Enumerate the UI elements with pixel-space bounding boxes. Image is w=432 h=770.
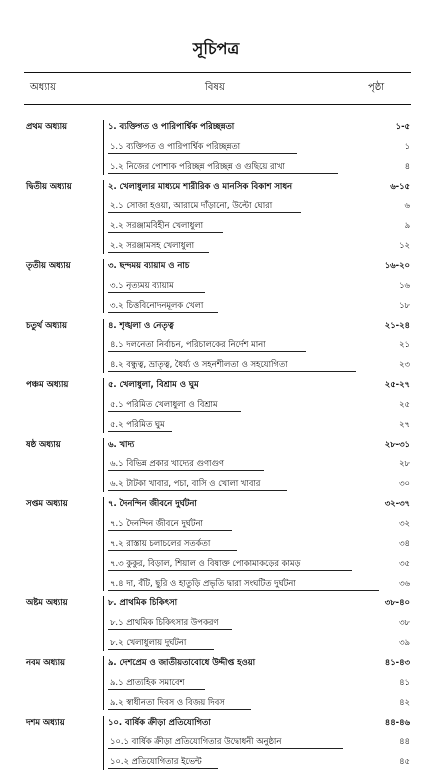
section-title: ১০.২ প্রতিযোগিতার ইভেন্ট (110, 752, 202, 770)
subject-column-header: বিষয় (205, 80, 225, 97)
page-number: ১৮ (350, 296, 410, 314)
section-underline (108, 689, 205, 690)
page-number: ১৬-২০ (350, 256, 410, 274)
toc-chapter-row (0, 593, 432, 611)
section-underline (108, 470, 264, 471)
page-number: ৩৪ (350, 534, 410, 552)
section-underline (108, 709, 251, 710)
toc-chapter-row (0, 653, 432, 671)
page-number: ৪৪ (350, 732, 410, 750)
toc-chapter-row (0, 177, 432, 195)
page-number: ৪২ (350, 693, 410, 711)
section-title: ৮.২ খেলাধুলায় দুর্ঘটনা (110, 633, 186, 651)
page-number: ৪১ (350, 673, 410, 691)
chapter-title: ৮. প্রাথমিক চিকিৎসা (108, 593, 177, 611)
chapter-group-line (103, 497, 104, 591)
section-underline (108, 768, 218, 769)
toc-chapter-row (0, 316, 432, 334)
page-number: ২৮-৩১ (350, 435, 410, 453)
chapter-group-line (103, 259, 104, 314)
page-number: ১ (350, 137, 410, 155)
section-underline (108, 312, 218, 313)
chapter-group-line (103, 120, 104, 175)
toc-section-row (0, 633, 432, 651)
chapter-title: ৬. খাদ্য (108, 435, 134, 453)
section-title: ৭.৪ দা, বঁটি, ছুরি ও হাতুড়ি প্রভৃতি দ্বারা সংঘটিত দুর্ঘটনা (110, 574, 296, 592)
page-number: ২৮ (350, 454, 410, 472)
section-title: ৩.১ নৃত্যময় ব্যায়াম (110, 276, 174, 294)
page-number: ৩২-৩৭ (350, 494, 410, 512)
page-number: ১-৫ (350, 117, 410, 135)
section-underline (108, 590, 379, 591)
table-header (0, 80, 432, 98)
page-number: ৩৬ (350, 574, 410, 592)
chapter-title: ৭. দৈনন্দিন জীবনে দুর্ঘটনা (108, 494, 197, 512)
chapter-group-line (103, 180, 104, 254)
section-title: ৮.১ প্রাথমিক চিকিৎসার উপকরণ (110, 613, 218, 631)
chapter-group-line (103, 656, 104, 711)
section-title: ১.২ নিজের পোশাক পরিচ্ছন্ন পরিচ্ছন্ন ও গুছিয়ে রাখা (110, 157, 285, 175)
page-number: ২৫ (350, 395, 410, 413)
section-underline (108, 490, 287, 491)
page-number: ১২ (350, 236, 410, 254)
chapter-label: দ্বিতীয় অধ্যায় (26, 177, 72, 195)
page-number: ৬ (350, 196, 410, 214)
section-underline (108, 232, 223, 233)
toc-section-row (0, 673, 432, 691)
section-title: ৭.৩ কুকুর, বিড়াল, শিয়াল ও বিষাক্ত পোকামাকড়ের কামড় (110, 554, 301, 572)
section-title: ৯.২ স্বাধীনতা দিবস ও বিজয় দিবস (110, 693, 225, 711)
section-title: ২.২ সরঞ্জামবিহীন খেলাধুলা (110, 216, 203, 234)
section-underline (108, 252, 209, 253)
section-title: ৯.১ প্রাত্যহিক সমাবেশ (110, 673, 185, 691)
toc-chapter-row (0, 435, 432, 453)
toc-chapter-row (0, 713, 432, 731)
chapter-title: ৯. দেশপ্রেম ও জাতীয়তাবোধে উদ্দীপ্ত হওয়া (108, 653, 255, 671)
chapter-label: প্রথম অধ্যায় (26, 117, 67, 135)
section-underline (108, 371, 356, 372)
section-underline (108, 431, 172, 432)
chapter-title: ৫. খেলাধুলা, বিশ্রাম ও ঘুম (108, 375, 199, 393)
page-number: ৩৯ (350, 633, 410, 651)
section-title: ৭.২ রাস্তায় চলাচলের সতর্কতা (110, 534, 210, 552)
section-title: ৪.২ বন্ধুত্ব, ভ্রাতৃত্ব, ধৈর্য্য ও সহনশীলতা ও সহযোগিতা (110, 355, 288, 373)
section-title: ৫.২ পরিমিত ঘুম (110, 415, 165, 433)
section-underline (108, 292, 205, 293)
section-underline (108, 212, 301, 213)
section-underline (108, 153, 297, 154)
page-number: ৪৪-৪৬ (350, 713, 410, 731)
chapter-title: ৩. ছন্দময় ব্যায়াম ও নাচ (108, 256, 189, 274)
chapter-group-line (103, 319, 104, 374)
section-title: ৩.২ চিত্তবিনোদনমূলক খেলা (110, 296, 203, 314)
section-underline (108, 649, 214, 650)
section-title: ৬.১ বিভিন্ন প্রকার খাদ্যের গুণাগুণ (110, 454, 224, 472)
page-number: ৪৫ (350, 752, 410, 770)
chapter-group-line (103, 438, 104, 493)
page-number: ৬-১৫ (350, 177, 410, 195)
chapter-label: সপ্তম অধ্যায় (26, 494, 68, 512)
header-bottom-rule (24, 104, 411, 105)
toc-section-row (0, 236, 432, 254)
chapter-label: তৃতীয় অধ্যায় (26, 256, 71, 274)
chapter-label: চতুর্থ অধ্যায় (26, 316, 67, 334)
chapter-label: পঞ্চম অধ্যায় (26, 375, 68, 393)
page-number: ২১ (350, 335, 410, 353)
toc-chapter-row (0, 494, 432, 512)
chapter-group-line (103, 378, 104, 433)
page-column-header: পৃষ্ঠা (368, 80, 384, 97)
section-title: ২.১ সোজা হওয়া, আরামে দাঁড়ানো, উল্টো ঘোরা (110, 196, 272, 214)
section-title: ৬.২ টাটকা খাবার, পচা, বাসি ও খোলা খাবার (110, 474, 260, 492)
chapter-title: ২. খেলাধুলার মাধ্যমে শারীরিক ও মানসিক বিকাশ সাধন (108, 177, 292, 195)
page-number: ২৩ (350, 355, 410, 373)
chapter-title: ১. ব্যক্তিগত ও পারিপার্শ্বিক পরিচ্ছন্নতা (108, 117, 234, 135)
section-underline (108, 173, 338, 174)
section-underline (108, 629, 232, 630)
toc-chapter-row (0, 117, 432, 135)
page-number: ১৬ (350, 276, 410, 294)
section-underline (108, 530, 232, 531)
toc-chapter-row (0, 375, 432, 393)
chapter-label: দশম অধ্যায় (26, 713, 65, 731)
page-number: ৩৫ (350, 554, 410, 572)
page-number: ৩৮ (350, 613, 410, 631)
chapter-column-header: অধ্যায় (30, 80, 56, 97)
page-number: ৪১-৪৩ (350, 653, 410, 671)
header-top-rule (24, 72, 411, 73)
section-underline (108, 748, 343, 749)
chapter-group-line (103, 596, 104, 651)
toc-section-row (0, 415, 432, 433)
section-title: ৭.১ দৈনন্দিন জীবনে দুর্ঘটনা (110, 514, 203, 532)
chapter-title: ১০. বার্ষিক ক্রীড়া প্রতিযোগিতা (108, 713, 211, 731)
section-title: ১.১ ব্যক্তিগত ও পারিপার্শ্বিক পরিচ্ছন্নতা (110, 137, 240, 155)
page-title: সূচিপত্র (0, 36, 432, 63)
page-number: ২১-২৪ (350, 316, 410, 334)
toc-chapter-row (0, 256, 432, 274)
section-underline (108, 351, 306, 352)
chapter-label: অষ্টম অধ্যায় (26, 593, 68, 611)
section-title: ১০.১ বার্ষিক ক্রীড়া প্রতিযোগিতার উদ্বোধনী অনুষ্ঠান (110, 732, 281, 750)
page-number: ৩০ (350, 474, 410, 492)
section-underline (108, 570, 352, 571)
section-title: ৪.১ দলনেতা নির্বাচন, পরিচালকের নির্দেশ মানা (110, 335, 266, 353)
section-title: ৫.১ পরিমিত খেলাধুলা ও বিশ্রাম (110, 395, 218, 413)
chapter-label: ষষ্ঠ অধ্যায় (26, 435, 61, 453)
page-number: ৯ (350, 216, 410, 234)
chapter-title: ৪. শৃঙ্খলা ও নেতৃত্ব (108, 316, 174, 334)
chapter-label: নবম অধ্যায় (26, 653, 65, 671)
chapter-group-line (103, 716, 104, 770)
section-underline (108, 411, 241, 412)
toc-section-row (0, 276, 432, 294)
page-number: ৩২ (350, 514, 410, 532)
section-title: ২.২ সরঞ্জামসহ খেলাধুলা (110, 236, 194, 254)
page-number: ২৭ (350, 415, 410, 433)
section-underline (108, 550, 237, 551)
page-number: ৩৮-৪০ (350, 593, 410, 611)
page-number: ৪ (350, 157, 410, 175)
page-number: ২৫-২৭ (350, 375, 410, 393)
